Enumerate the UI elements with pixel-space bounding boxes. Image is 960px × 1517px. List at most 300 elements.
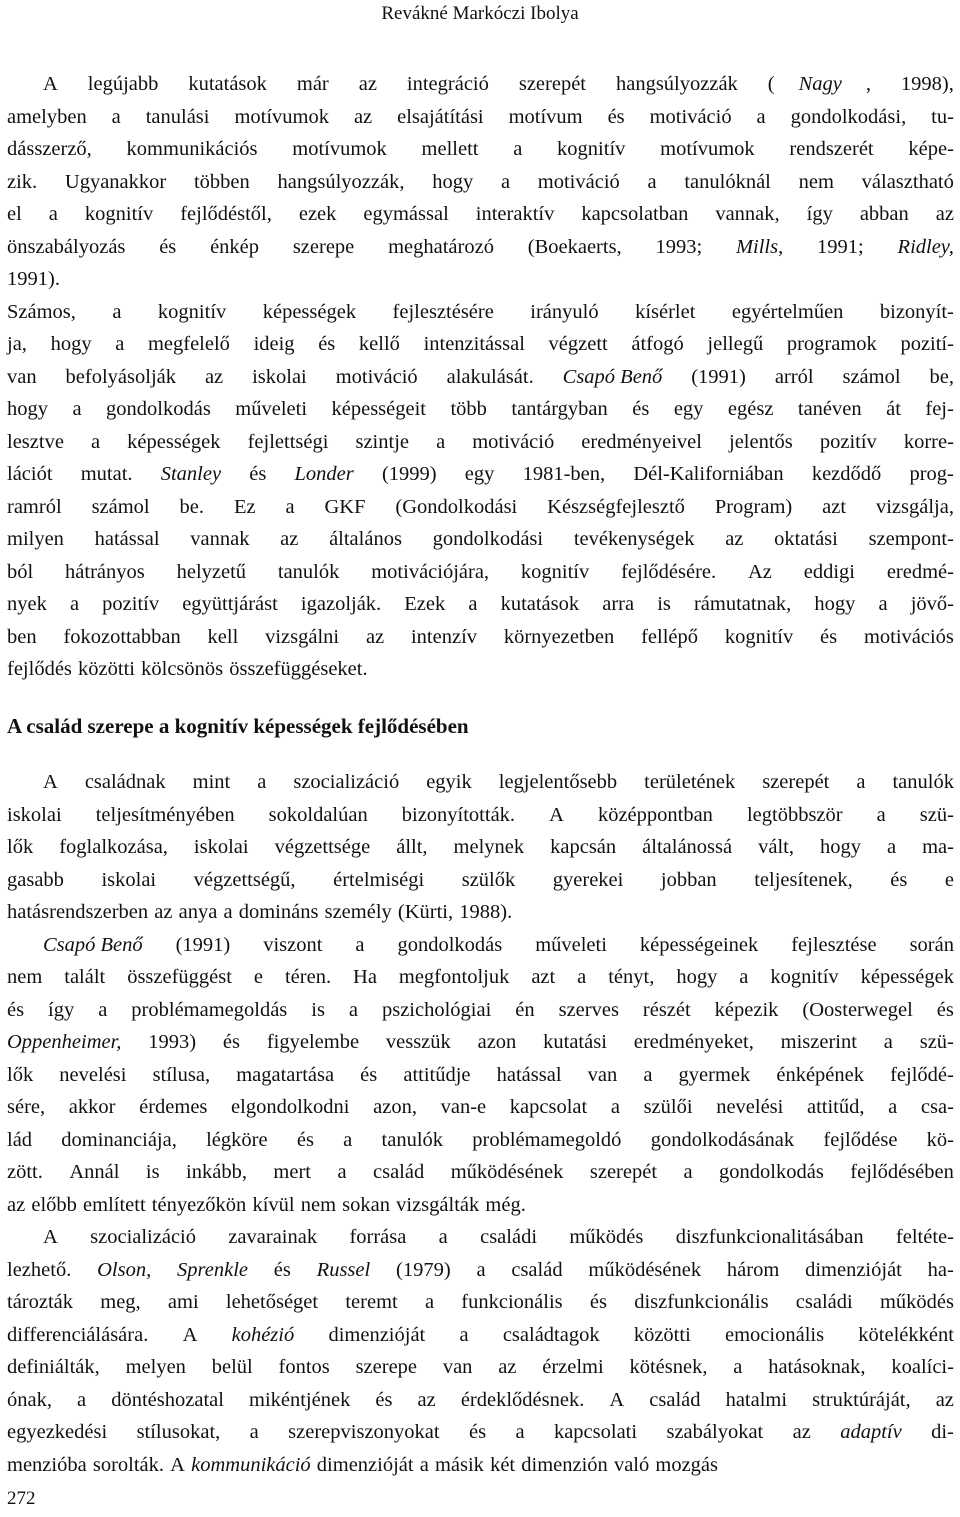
- word: (: [767, 73, 775, 95]
- word: a: [739, 966, 749, 988]
- word: mozgás: [655, 1453, 719, 1476]
- word: kutatási: [543, 1031, 607, 1053]
- word: 1988).: [459, 901, 513, 923]
- word: szü-: [919, 803, 954, 826]
- word: kísérlet: [635, 300, 696, 323]
- word: a: [438, 1226, 448, 1248]
- word: vannak,: [715, 203, 780, 225]
- word: anya: [178, 901, 218, 923]
- word: fejlődé-: [890, 1063, 954, 1086]
- word: közötti: [633, 1323, 691, 1346]
- word: szerepét: [518, 73, 586, 95]
- word: állt,: [396, 836, 428, 858]
- text-line: [7, 263, 954, 296]
- word: lezhető.: [7, 1258, 72, 1281]
- word: hogy: [819, 836, 861, 858]
- word: oktatási: [774, 528, 838, 550]
- word: egy: [673, 398, 704, 420]
- word: fejlődés: [7, 658, 72, 680]
- word: sorolták.: [92, 1453, 165, 1476]
- word: miszerint: [780, 1031, 857, 1053]
- word: három: [726, 1258, 780, 1281]
- word: 1998),: [900, 73, 954, 95]
- text-line: [7, 1351, 954, 1384]
- word: kapcsolati: [553, 1421, 638, 1443]
- word: még.: [485, 1193, 526, 1216]
- word: az: [204, 365, 224, 388]
- word: ben: [7, 625, 37, 648]
- text-line: [7, 491, 954, 524]
- word: van: [442, 1356, 473, 1378]
- word: azt: [531, 966, 556, 988]
- intro-paragraphs: [7, 68, 954, 686]
- word: a: [733, 1356, 743, 1378]
- word: pozití-: [900, 333, 954, 355]
- word: kell: [207, 625, 239, 648]
- word: meghatározó: [388, 235, 494, 258]
- word: vizsgálja,: [875, 495, 954, 518]
- text-line: [7, 588, 954, 621]
- word: sokan: [342, 1193, 390, 1216]
- word: (1991): [691, 365, 746, 388]
- word: téren.: [284, 966, 332, 988]
- word: kutatások: [188, 73, 267, 95]
- paragraph: [7, 1221, 954, 1481]
- word: gondolkodás: [106, 398, 211, 420]
- word: Russel: [316, 1258, 371, 1281]
- word: a: [69, 593, 80, 615]
- word: kognitív: [557, 138, 626, 160]
- word: eredményeivel: [581, 430, 702, 453]
- word: a: [513, 138, 523, 160]
- word: tanulók: [381, 1128, 444, 1151]
- text-line: [7, 653, 954, 686]
- word: GKF: [324, 495, 366, 518]
- word: család: [511, 1258, 563, 1281]
- word: fokozottabban: [63, 625, 181, 648]
- word: melyen: [125, 1356, 186, 1378]
- text-line: [7, 1449, 954, 1482]
- word: az: [417, 1388, 436, 1411]
- word: és: [890, 868, 908, 891]
- word: lációt: [7, 463, 53, 485]
- word: a: [610, 1096, 620, 1118]
- word: dásszerző,: [7, 138, 92, 160]
- word: és: [820, 625, 838, 648]
- word: végzett: [548, 333, 608, 355]
- word: Ezek: [404, 593, 446, 615]
- word: többen: [193, 170, 250, 193]
- word: gondolkodásának: [650, 1128, 795, 1151]
- text-line: [7, 1026, 954, 1059]
- word: 1991).: [7, 268, 60, 290]
- word: a: [756, 105, 766, 128]
- word: ónak,: [7, 1388, 52, 1411]
- text-line: [7, 831, 954, 864]
- word: családtagok: [502, 1323, 600, 1346]
- word: tanulóknál: [684, 170, 771, 193]
- word: részét: [642, 998, 691, 1021]
- word: és: [360, 1063, 378, 1086]
- word: talált: [64, 966, 106, 988]
- word: Program): [714, 495, 793, 518]
- word: definiálták,: [7, 1356, 100, 1378]
- section-paragraphs: [7, 766, 954, 1481]
- word: szerves: [558, 998, 619, 1021]
- text-line: [7, 621, 954, 654]
- word: 1981-ben,: [522, 463, 606, 485]
- word: kognitív: [84, 203, 154, 225]
- paragraph: [7, 68, 954, 296]
- word: egész: [727, 398, 774, 420]
- word: hatásoknak,: [768, 1356, 866, 1378]
- word: intenzív: [410, 625, 478, 648]
- word: számol: [842, 365, 901, 388]
- word: (1979): [396, 1258, 451, 1281]
- word: gasabb: [7, 868, 64, 891]
- word: be,: [929, 365, 954, 388]
- word: működés: [879, 1291, 954, 1313]
- word: működésének: [450, 1161, 564, 1183]
- word: kognitív: [520, 560, 590, 583]
- word: ból: [7, 560, 34, 583]
- word: a: [223, 901, 233, 923]
- word: a: [98, 998, 108, 1021]
- word: műveleti: [235, 398, 308, 420]
- word: környezetben: [503, 625, 615, 648]
- word: légköre: [206, 1128, 268, 1151]
- word: a: [112, 300, 122, 323]
- word: átfogó: [631, 333, 684, 355]
- word: dominanciája,: [61, 1128, 177, 1151]
- word: hatással: [496, 1063, 562, 1086]
- word: a: [883, 1031, 893, 1053]
- word: nem: [7, 966, 43, 988]
- word: programok: [786, 333, 877, 355]
- word: motívumok: [234, 105, 329, 128]
- word: az: [935, 1388, 954, 1411]
- word: A: [43, 73, 58, 95]
- word: Stanley: [160, 463, 222, 485]
- word: az: [725, 528, 744, 550]
- word: bizonyították.: [401, 803, 516, 826]
- word: attitűdje: [403, 1063, 471, 1086]
- word: e: [944, 868, 954, 891]
- word: Oppenheimer,: [7, 1031, 122, 1053]
- word: a: [476, 1258, 486, 1281]
- word: pszichológiai: [381, 998, 492, 1021]
- word: hangsúlyozzák,: [277, 170, 405, 193]
- text-line: [7, 1254, 954, 1287]
- word: emocionális: [725, 1323, 825, 1346]
- word: és: [375, 1388, 393, 1411]
- word: csa-: [920, 1096, 954, 1118]
- word: ramról: [7, 495, 62, 518]
- word: szempont-: [868, 528, 954, 550]
- word: Ha: [353, 966, 377, 988]
- word: adaptív: [840, 1421, 902, 1443]
- word: való: [613, 1453, 650, 1476]
- word: és: [273, 1258, 291, 1281]
- word: így: [48, 998, 75, 1021]
- word: az: [792, 1421, 811, 1443]
- word: lehetőséget: [225, 1291, 319, 1313]
- text-line: [7, 1319, 954, 1352]
- word: szü-: [919, 1031, 954, 1053]
- word: motiváció: [537, 170, 620, 193]
- word: mikéntjének: [249, 1388, 351, 1411]
- word: egyik: [426, 771, 472, 793]
- word: egyezkedési: [7, 1421, 108, 1443]
- word: iskolai: [193, 836, 249, 858]
- word: szocializáció: [293, 771, 400, 793]
- word: funkcionális: [461, 1291, 563, 1313]
- word: kapcsolat: [509, 1096, 588, 1118]
- word: képe-: [908, 138, 954, 160]
- word: legjelentősebb: [498, 771, 618, 793]
- word: Annál: [69, 1161, 120, 1183]
- text-line: [7, 1156, 954, 1189]
- word: kö-: [926, 1128, 954, 1151]
- word: szintje: [355, 430, 409, 453]
- word: diszfunkcionalitásában: [675, 1226, 864, 1248]
- word: alakulását.: [446, 365, 534, 388]
- word: lők: [7, 836, 34, 858]
- word: di-: [931, 1421, 954, 1443]
- word: a: [643, 1063, 653, 1086]
- word: képességeinek: [639, 933, 759, 956]
- word: Dél-Kaliforniában: [633, 463, 784, 485]
- word: is: [311, 998, 325, 1021]
- word: ideig: [253, 333, 295, 355]
- text-line: [7, 556, 954, 589]
- word: Sprenkle: [177, 1258, 248, 1281]
- word: be.: [179, 495, 205, 518]
- word: legtöbbször: [746, 803, 843, 826]
- word: korre-: [903, 430, 954, 453]
- word: családnak: [84, 771, 166, 793]
- paragraph: [7, 929, 954, 1222]
- word: a: [348, 998, 359, 1021]
- word: tanulási: [145, 105, 210, 128]
- word: az: [154, 901, 173, 923]
- word: motívumok: [292, 138, 387, 160]
- word: elgondolkodni: [231, 1096, 350, 1118]
- word: melynek: [453, 836, 525, 858]
- word: a: [468, 593, 478, 615]
- word: a: [683, 1161, 693, 1183]
- word: a: [77, 1388, 87, 1411]
- word: is: [657, 593, 671, 615]
- word: akkor: [68, 1096, 116, 1118]
- text-line: [7, 231, 954, 264]
- word: gondolkodási: [432, 528, 544, 550]
- word: kapcsolatban: [581, 203, 689, 225]
- word: eredményeket,: [633, 1031, 754, 1053]
- word: foglalkozása,: [59, 836, 168, 858]
- word: 1991;: [817, 235, 864, 258]
- word: ha-: [927, 1258, 954, 1281]
- word: családi: [795, 1291, 853, 1313]
- word: lád: [7, 1128, 33, 1151]
- word: a: [90, 430, 101, 453]
- word: a: [436, 430, 446, 453]
- word: a: [111, 105, 121, 128]
- word: Ez: [233, 495, 256, 518]
- word: a: [856, 771, 866, 793]
- word: Ugyanakkor: [64, 170, 167, 193]
- word: sokoldalúan: [268, 803, 368, 826]
- word: területének: [644, 771, 736, 793]
- word: pozitív: [819, 430, 877, 453]
- word: hatással: [94, 528, 160, 550]
- word: kutatások: [500, 593, 580, 615]
- word: hogy: [814, 593, 856, 615]
- word: mert: [273, 1161, 311, 1183]
- word: motívum: [508, 105, 583, 128]
- spacer: [7, 686, 954, 710]
- word: és: [318, 333, 336, 355]
- word: tanéven: [797, 398, 862, 420]
- word: a: [888, 1096, 898, 1118]
- word: a: [424, 1291, 435, 1313]
- word: Készségfejlesztő: [547, 495, 685, 518]
- word: érdeklődésnek.: [460, 1388, 585, 1411]
- word: problémamegoldó: [472, 1128, 622, 1151]
- word: (Gondolkodási: [395, 495, 518, 518]
- text-line: [7, 864, 954, 897]
- word: meg,: [100, 1291, 141, 1313]
- word: kívül: [252, 1193, 295, 1216]
- word: fejlődésében: [850, 1161, 954, 1183]
- word: A: [549, 803, 564, 826]
- word: a: [48, 203, 58, 225]
- text-line: [7, 166, 954, 199]
- word: működésének: [588, 1258, 702, 1281]
- word: van-e: [440, 1096, 487, 1118]
- word: és: [7, 998, 25, 1021]
- word: és: [296, 1128, 314, 1151]
- word: attitűd,: [807, 1096, 865, 1118]
- word: megfontoljuk: [398, 966, 510, 988]
- word: így: [806, 203, 833, 225]
- word: szerepe: [355, 1356, 418, 1378]
- word: A: [609, 1388, 625, 1411]
- word: megfelelő: [147, 333, 230, 355]
- word: számol: [91, 495, 150, 518]
- word: lesztve: [7, 430, 64, 453]
- word: a: [249, 1421, 259, 1443]
- text-line: [7, 1286, 954, 1319]
- word: mint: [192, 771, 231, 793]
- word: dimenzión: [521, 1453, 608, 1476]
- word: a: [577, 966, 587, 988]
- word: igazolják.: [300, 593, 382, 615]
- word: Az: [747, 560, 772, 583]
- word: közötti: [78, 658, 135, 680]
- word: a: [72, 398, 82, 420]
- word: általánossá: [642, 836, 733, 858]
- word: ma-: [922, 836, 954, 858]
- word: szabályokat: [666, 1421, 764, 1443]
- word: nevelési: [716, 1096, 784, 1118]
- word: kommunikációs: [126, 138, 258, 160]
- word: azt: [822, 495, 847, 518]
- word: összefüggéseket.: [229, 658, 368, 680]
- word: személy: [324, 901, 392, 923]
- word: zavarainak: [228, 1226, 318, 1248]
- word: eredmé-: [886, 560, 954, 583]
- word: jelentős: [729, 430, 793, 453]
- word: azon: [477, 1031, 517, 1053]
- word: dimenzióját: [805, 1258, 902, 1281]
- word: helyzetű: [176, 560, 247, 583]
- word: és: [607, 105, 625, 128]
- word: viszont: [263, 933, 323, 956]
- word: lők: [7, 1063, 34, 1086]
- word: tu-: [931, 105, 954, 128]
- word: fejlesztése: [791, 933, 877, 956]
- word: egy: [464, 463, 495, 485]
- word: motiváció: [335, 365, 418, 388]
- body-text: [7, 68, 954, 1481]
- word: fejlesztésére: [392, 300, 494, 323]
- word: egymással: [363, 203, 449, 225]
- word: egyértelműen: [731, 300, 844, 323]
- word: is: [145, 1161, 160, 1183]
- word: (1999): [381, 463, 437, 485]
- word: domináns: [238, 901, 319, 923]
- word: stílusa,: [152, 1063, 211, 1086]
- word: gyerekei: [552, 868, 624, 891]
- word: képességek: [262, 300, 357, 323]
- word: A: [43, 1226, 58, 1248]
- word: menzióba: [7, 1453, 87, 1476]
- word: nyek: [7, 593, 47, 615]
- word: differenciálására.: [7, 1323, 149, 1346]
- word: választható: [861, 170, 954, 193]
- word: kohézió: [231, 1323, 295, 1346]
- word: fejlődésére.: [621, 560, 717, 583]
- word: arra: [602, 593, 635, 615]
- word: (Boekaerts,: [527, 235, 622, 258]
- word: család: [649, 1388, 701, 1411]
- word: a: [115, 333, 125, 355]
- word: a: [886, 836, 897, 858]
- word: hatalmi: [725, 1388, 788, 1411]
- word: szerepét: [762, 771, 830, 793]
- word: tevékenységek: [573, 528, 695, 550]
- word: a: [500, 170, 511, 193]
- word: fejlettségi: [247, 430, 329, 453]
- word: vált,: [758, 836, 794, 858]
- word: szülők: [461, 868, 516, 891]
- word: belül: [211, 1356, 253, 1378]
- text-line: [7, 1091, 954, 1124]
- text-line: [7, 198, 954, 231]
- word: Nagy: [798, 73, 842, 95]
- word: és: [159, 235, 177, 258]
- text-line: [7, 1124, 954, 1157]
- word: interaktív: [475, 203, 555, 225]
- word: hangsúlyozzák: [615, 73, 738, 95]
- word: nevelési: [59, 1063, 127, 1086]
- word: végzettségű,: [193, 868, 296, 891]
- word: gondolkodás: [397, 933, 503, 956]
- word: ezek: [298, 203, 337, 225]
- word: hogy: [676, 966, 718, 988]
- word: Olson,: [97, 1258, 152, 1281]
